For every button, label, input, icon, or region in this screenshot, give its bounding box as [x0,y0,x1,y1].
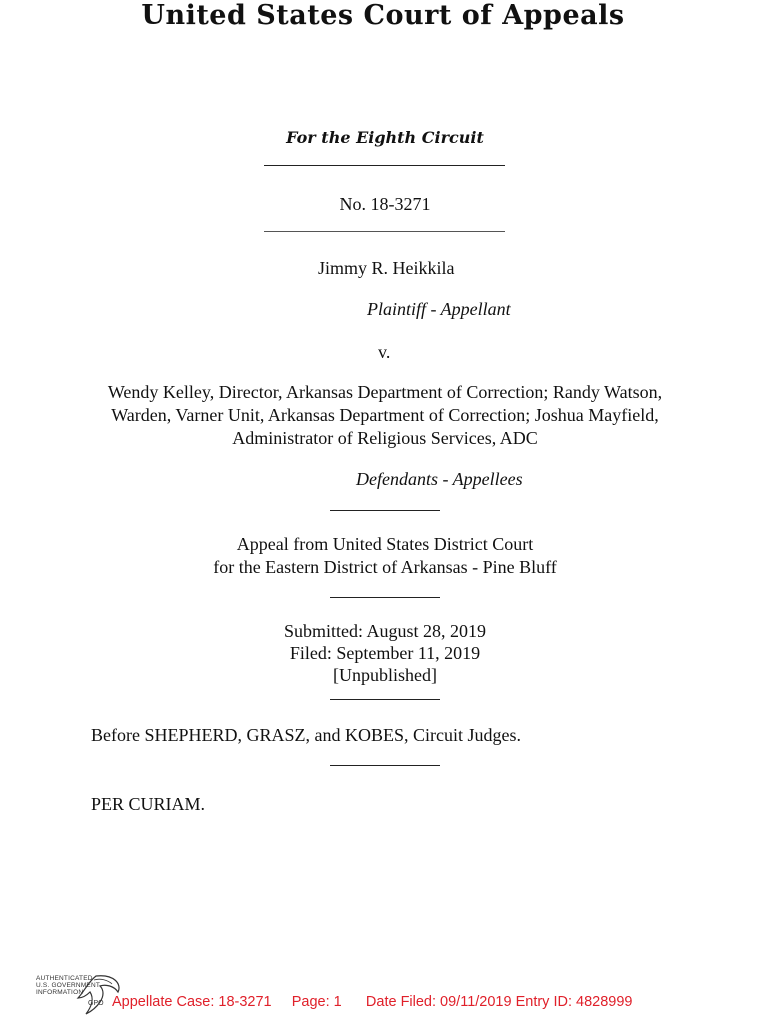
judges-panel: Before SHEPHERD, GRASZ, and KOBES, Circuit Judges. [91,725,521,745]
court-title: United States Court of Appeals [141,0,625,31]
filing-stamp: Appellate Case: 18-3271 Page: 1 Date Filed: 09/11/2019 Entry ID: 4828999 [112,994,633,1010]
judges-divider [330,765,440,766]
gpo-label: GPO [88,1000,104,1007]
publication-status: [Unpublished] [333,665,437,685]
case-number: No. 18-3271 [339,194,431,214]
appeal-line-1: Appeal from United States District Court [236,534,534,554]
eagle-seal-icon [34,972,124,1016]
case-number-divider [264,231,505,232]
gpo-seal-text: AUTHENTICATED U.S. GOVERNMENT INFORMATION [36,975,101,996]
plaintiff-name: Jimmy R. Heikkila [318,258,455,278]
defendants-role: Defendants - Appellees [356,469,523,489]
parties-divider [330,510,440,511]
defendants-line-1: Wendy Kelley, Director, Arkansas Department of Correction; Randy Watson, [107,382,663,402]
defendants-line-3: Administrator of Religious Services, ADC [232,428,538,448]
dates-divider [330,699,440,700]
appeal-divider [330,597,440,598]
circuit-subtitle: For the Eighth Circuit [286,128,484,147]
appeal-line-2: for the Eastern District of Arkansas - Pine Bluff [213,557,557,577]
versus: v. [378,342,391,362]
per-curiam-heading: PER CURIAM. [91,794,206,814]
defendants-line-2: Warden, Varner Unit, Arkansas Department of Correction; Joshua Mayfield, [111,405,659,425]
header-divider [264,165,505,166]
submitted-date: Submitted: August 28, 2019 [283,621,487,641]
filed-date: Filed: September 11, 2019 [289,643,481,663]
plaintiff-role: Plaintiff - Appellant [367,299,511,319]
